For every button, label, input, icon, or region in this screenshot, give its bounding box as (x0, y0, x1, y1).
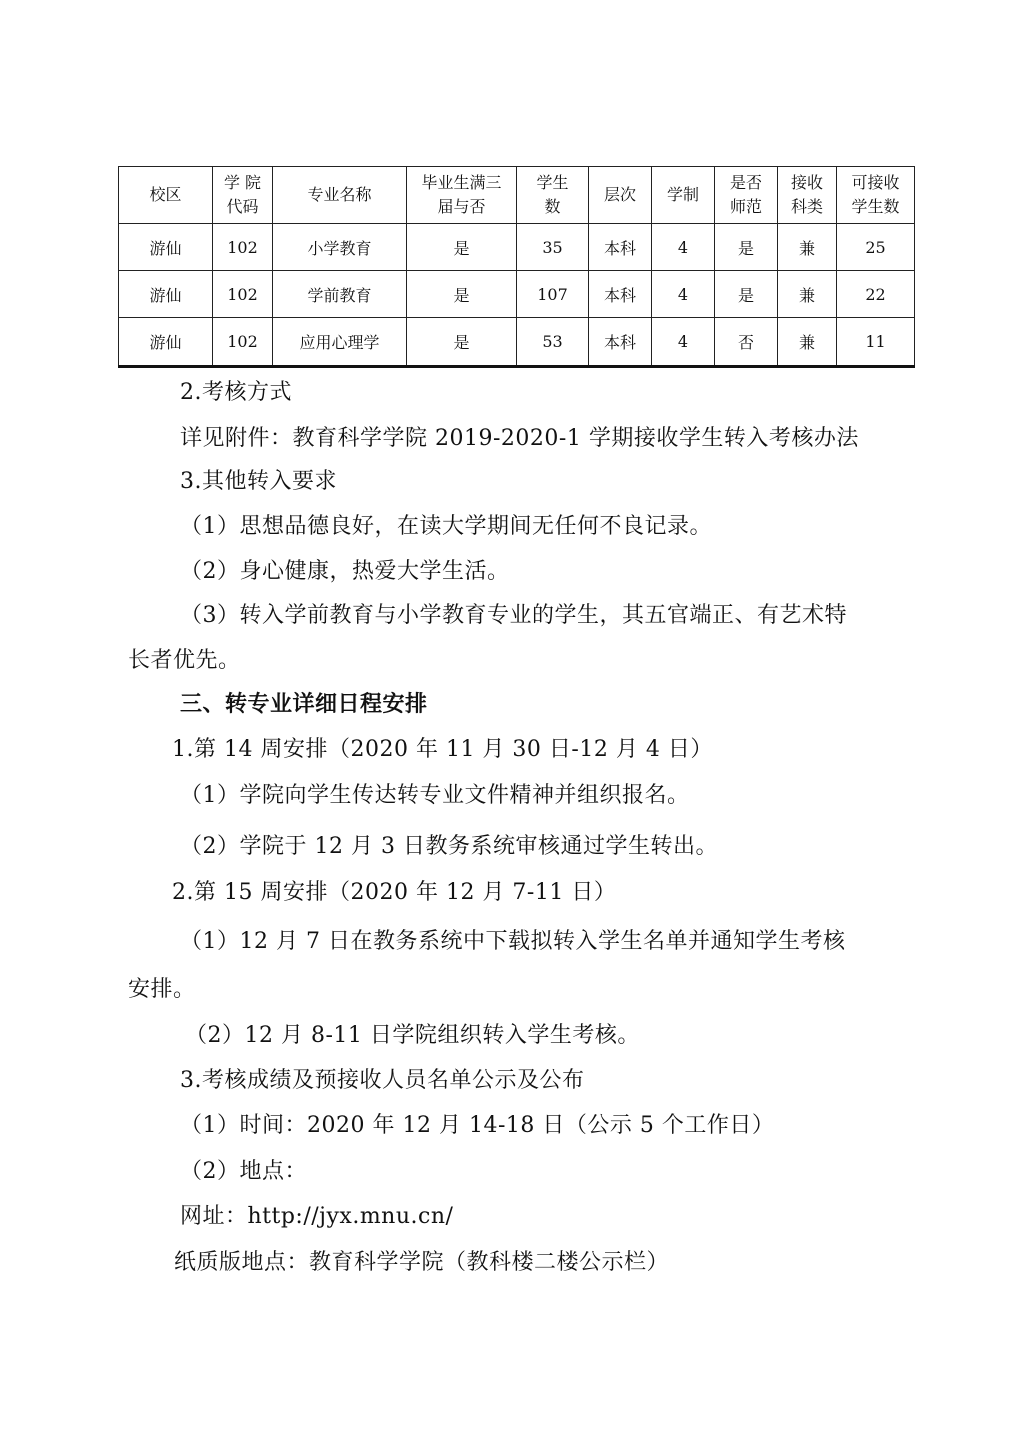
table-cell: 102 (213, 271, 273, 318)
schedule-item: （2）12 月 8-11 日学院组织转入学生考核。 (185, 1023, 640, 1048)
table-cell: 本科 (589, 224, 652, 271)
table-cell: 4 (652, 318, 715, 367)
assessment-method-detail: 详见附件：教育科学学院 2019-2020-1 学期接收学生转入考核办法 (180, 426, 859, 451)
table-cell: 本科 (589, 271, 652, 318)
table-cell: 107 (517, 271, 589, 318)
table-cell: 小学教育 (273, 224, 407, 271)
other-requirements-title: 3.其他转入要求 (180, 469, 337, 494)
table-cell: 4 (652, 224, 715, 271)
table-header-row (119, 167, 915, 224)
table-cell: 25 (837, 224, 915, 271)
table-cell: 兼 (778, 318, 837, 367)
week14-title: 1.第 14 周安排（2020 年 11 月 30 日-12 月 4 日） (172, 737, 713, 762)
header-student-count: 学生 数 (517, 167, 589, 224)
table-row (119, 271, 915, 318)
header-normal: 是否 师范 (715, 167, 778, 224)
website-line: 网址：http://jyx.mnu.cn/ (180, 1204, 454, 1229)
table-cell: 兼 (778, 224, 837, 271)
table-cell: 11 (837, 318, 915, 367)
assessment-method-title: 2.考核方式 (180, 380, 292, 405)
schedule-item: （2）学院于 12 月 3 日教务系统审核通过学生转出。 (180, 834, 718, 859)
header-duration: 学制 (652, 167, 715, 224)
table-cell: 4 (652, 271, 715, 318)
publish-time: （1）时间：2020 年 12 月 14-18 日（公示 5 个工作日） (180, 1113, 775, 1138)
table-cell: 102 (213, 318, 273, 367)
major-transfer-table (118, 166, 915, 368)
table-cell: 应用心理学 (273, 318, 407, 367)
table-cell: 22 (837, 271, 915, 318)
schedule-item-continued: 安排。 (128, 977, 196, 1002)
table-cell: 是 (407, 224, 517, 271)
requirement-item-continued: 长者优先。 (128, 648, 241, 673)
paper-location-line: 纸质版地点：教育科学学院（教科楼二楼公示栏） (174, 1250, 670, 1275)
header-college-code: 学 院 代码 (213, 167, 273, 224)
table-cell: 是 (715, 224, 778, 271)
table-cell: 是 (715, 271, 778, 318)
requirement-item: （1）思想品德良好，在读大学期间无任何不良记录。 (180, 514, 712, 539)
requirement-item: （3）转入学前教育与小学教育专业的学生，其五官端正、有艺术特 (180, 603, 847, 628)
week15-title: 2.第 15 周安排（2020 年 12 月 7-11 日） (172, 880, 617, 905)
table-cell: 游仙 (119, 224, 213, 271)
schedule-item: （1）12 月 7 日在教务系统中下载拟转入学生名单并通知学生考核 (180, 929, 846, 954)
header-subject-type: 接收 科类 (778, 167, 837, 224)
table-cell: 53 (517, 318, 589, 367)
header-level: 层次 (589, 167, 652, 224)
publish-place: （2）地点： (180, 1159, 307, 1184)
section-heading: 三、转专业详细日程安排 (180, 692, 428, 717)
table-cell: 游仙 (119, 271, 213, 318)
header-acceptable: 可接收 学生数 (837, 167, 915, 224)
header-major-name: 专业名称 (273, 167, 407, 224)
table-cell: 兼 (778, 271, 837, 318)
header-campus: 校区 (119, 167, 213, 224)
table-cell: 35 (517, 224, 589, 271)
publish-title: 3.考核成绩及预接收人员名单公示及公布 (180, 1068, 585, 1093)
table-cell: 学前教育 (273, 271, 407, 318)
requirement-item: （2）身心健康，热爱大学生活。 (180, 559, 510, 584)
table-cell: 否 (715, 318, 778, 367)
table-cell: 游仙 (119, 318, 213, 367)
table-row (119, 318, 915, 367)
table-row (119, 224, 915, 271)
table-cell: 102 (213, 224, 273, 271)
header-graduated-three: 毕业生满三 届与否 (407, 167, 517, 224)
table-cell: 是 (407, 271, 517, 318)
table-cell: 本科 (589, 318, 652, 367)
schedule-item: （1）学院向学生传达转专业文件精神并组织报名。 (180, 783, 690, 808)
table-cell: 是 (407, 318, 517, 367)
